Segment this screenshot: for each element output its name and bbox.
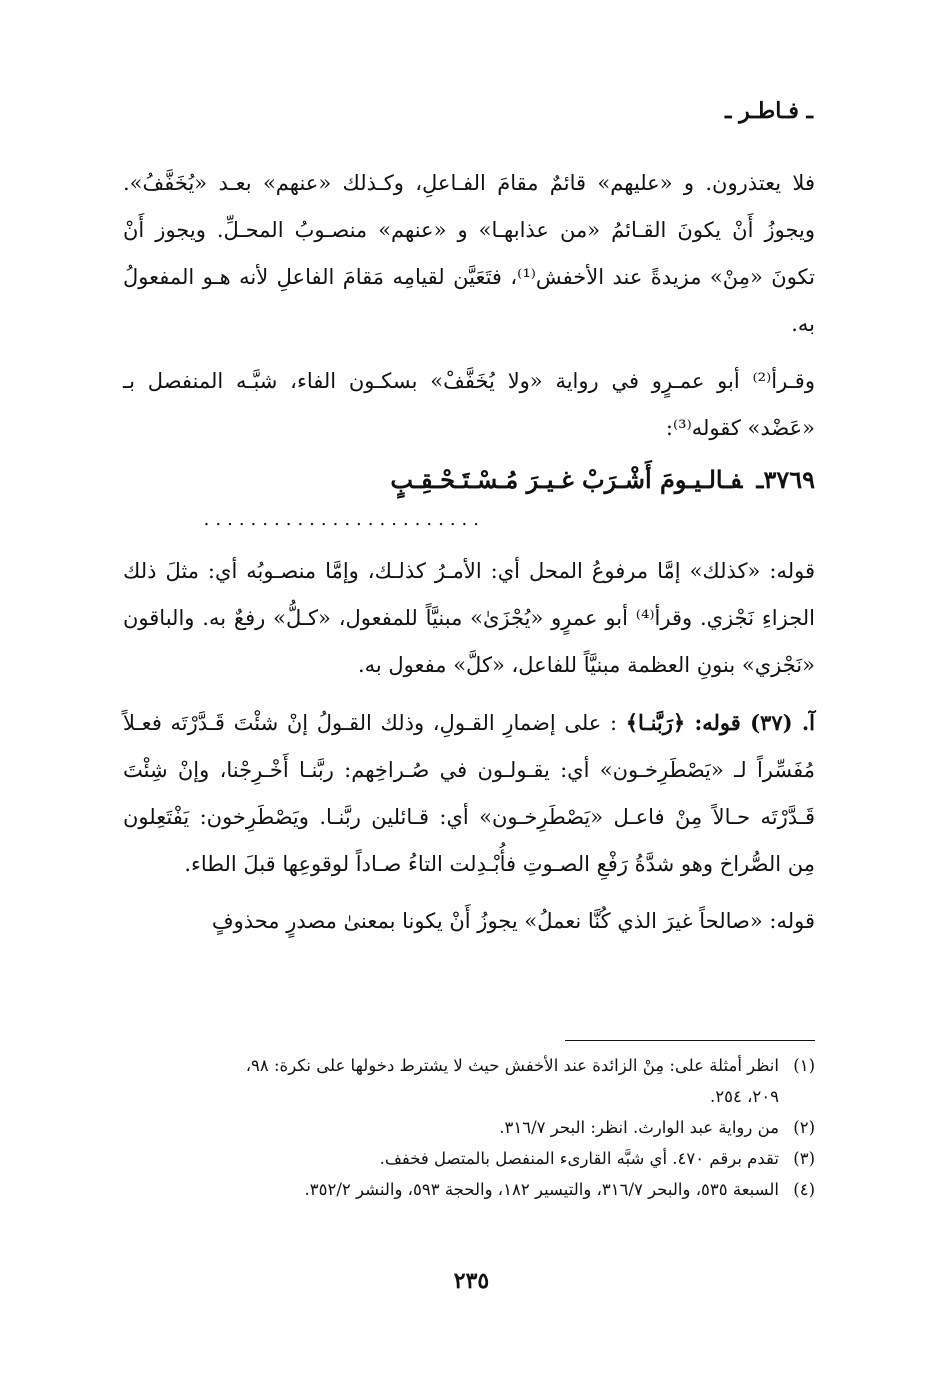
paragraph-2: وقـرأ⁽²⁾ أبو عمـرٍو في رواية «ولا يُخَفَّفْ» بسكـون الفاء، شبَّـه المنفصل بـ «عَضْد» كقوله⁽³⁾: bbox=[123, 369, 815, 440]
verse-ellipsis: ........................ bbox=[203, 509, 485, 530]
paragraph-3: قوله: «كذلك» إمَّا مرفوعُ المحل أي: الأمـرُ كذلـك، وإمَّا منصـوبُه أي: مثلَ ذلك الجزاءِ نَجْزي. وقرأ⁽⁴⁾ أبو عمرٍو «يُجْزَىٰ» مبنيَّاً للمفعول، «كـلُّ» رفعٌ به. والباقون «نَجْزي» بنونِ العظمة مبنيَّاً للفاعل، «كلَّ» مفعول به. bbox=[123, 559, 815, 677]
footnote-3 bbox=[123, 1143, 815, 1174]
footnote-number: (١) bbox=[793, 1056, 815, 1075]
footnote-2 bbox=[123, 1112, 815, 1143]
spacer bbox=[123, 689, 815, 699]
paragraph-4-text: : على إضمارِ القـولِ، وذلك القـولُ إنْ شئْتَ قَـدَّرْتَه فعـلاً مُفَسِّراً لـ «يَصْطَرِخـون» أي: يقـولـون في صُـراخِهم: ربَّنـا أَخْـرِجْنا، وإنْ شِئْتَ قَـدَّرْتَه حـالاً مِنْ فاعـل «يَصْطَرِخـون» أي: قـائلين ربَّنـا. ويَصْطَرِخون: يَفْتَعِلون مِن الصُّراخ وهو شدَّةُ رَفْعِ الصـوتِ فأُبْـدِلت التاءُ صـاداً لوقوعِها قبلَ الطاء. bbox=[123, 711, 815, 876]
spacer bbox=[123, 348, 815, 358]
footnote-number: (٤) bbox=[793, 1180, 815, 1199]
paragraph-4 bbox=[123, 699, 815, 888]
footnote-separator bbox=[565, 1040, 815, 1041]
footnote-1 bbox=[123, 1050, 815, 1081]
running-header: ـ فـاطـر ـ bbox=[725, 98, 813, 124]
paragraph-5: قوله: «صالحاً غيرَ الذي كُنَّا نعملُ» يجوزُ أَنْ يكونا بمعنىٰ مصدرٍ محذوفٍ bbox=[211, 909, 815, 933]
footnote-number: (٣) bbox=[793, 1149, 815, 1168]
verse-reference: آ. (٣٧) قوله: ﴿رَبَّنـا﴾ bbox=[625, 710, 815, 735]
paragraph-1: فلا يعتذرون. و «عليهم» قائمٌ مقامَ الفـاعلِ، وكـذلك «عنهم» بعـد «يُخَفَّفُ». ويجوزُ أَنْ يكونَ القـائمُ «من عذابهـا» و «عنهم» منصـوبُ المحـلِّ. ويجوز أَنْ تكونَ «مِنْ» مزيدةً عند الأخفش⁽¹⁾، فتَعَيَّن لقيامِه مَقامَ الفاعلِ لأنه هـو المفعولُ به. bbox=[123, 171, 815, 336]
footnote-4 bbox=[123, 1174, 815, 1205]
footnote-text: تقدم برقم ٤٧٠. أي شبَّه القارىء المنفصل بالمتصل فخفف. bbox=[379, 1149, 779, 1168]
spacer bbox=[123, 888, 815, 898]
footnotes bbox=[123, 1050, 815, 1205]
footnote-1-continued: ٢٠٩، ٢٥٤. bbox=[709, 1087, 779, 1106]
footnote-text: انظر أمثلة على: مِنْ الزائدة عند الأخفش حيث لا يشترط دخولها على نكرة: ٩٨، bbox=[245, 1056, 779, 1075]
footnote-text: السبعة ٥٣٥، والبحر ٣١٦/٧، والتيسير ١٨٢، والحجة ٥٩٣، والنشر ٣٥٢/٢. bbox=[304, 1180, 779, 1199]
poetry-verse bbox=[123, 458, 815, 502]
footnote-text: من رواية عبد الوارث. انظر: البحر ٣١٦/٧. bbox=[499, 1118, 779, 1137]
page-number: ٢٣٥ bbox=[453, 1268, 490, 1294]
verse-text: فـالـيـومَ أَشْـرَبْ غـيـرَ مُـسْـتَـحْـقِـبٍ bbox=[390, 465, 743, 494]
verse-number: ٣٧٦٩ـ bbox=[756, 465, 815, 494]
footnote-number: (٢) bbox=[793, 1118, 815, 1137]
main-text bbox=[123, 160, 815, 945]
